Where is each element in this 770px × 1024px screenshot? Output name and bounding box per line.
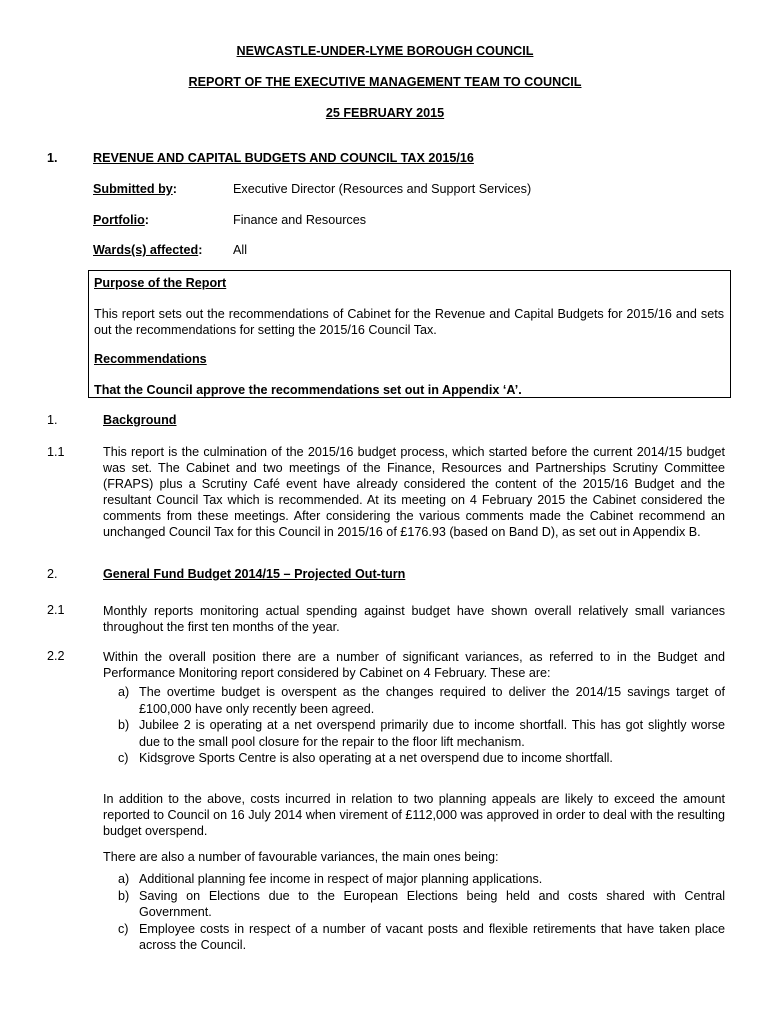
wards-value: All — [233, 243, 247, 257]
purpose-box — [88, 270, 731, 398]
council-name: NEWCASTLE-UNDER-LYME BOROUGH COUNCIL — [236, 44, 534, 58]
portfolio-value: Finance and Resources — [233, 213, 367, 227]
favourable-list — [118, 871, 725, 954]
para-2-2-text: Within the overall position there are a number of significant variances, as referred to in the Budget and Performance Monitoring report considered by Cabinet on 4 February. These are: — [103, 650, 725, 680]
list-item: c) Kidsgrove Sports Centre is also operating at a net overspend due to income shortfall. — [118, 751, 613, 765]
variances-list — [118, 684, 725, 767]
section-1-title: Background — [103, 413, 177, 427]
portfolio-label: Portfolio: — [93, 213, 149, 227]
para-1-1-number: 1.1 — [47, 445, 65, 459]
para-2-1-text: Monthly reports monitoring actual spending against budget have shown overall relatively small variances throughout the first ten months of the year. — [103, 604, 725, 634]
addition-paragraph: In addition to the above, costs incurred in relation to two planning appeals are likely to exceed the amount reported to Council on 16 July 2014 when virement of £112,000 was approved in order to deal with the resulting budget overspend. — [103, 792, 725, 838]
favourable-intro: There are also a number of favourable variances, the main ones being: — [103, 850, 499, 864]
list-item: a) The overtime budget is overspent as the changes required to deliver the 2014/15 savings target of £100,000 have only recently been agreed. — [118, 685, 725, 716]
report-date: 25 FEBRUARY 2015 — [325, 106, 445, 120]
para-2-1-number: 2.1 — [47, 603, 65, 617]
purpose-heading: Purpose of the Report — [94, 276, 227, 290]
purpose-text: This report sets out the recommendations of Cabinet for the Revenue and Capital Budgets for 2015/16 and sets out the recommendations for setting the 2015/16 Council Tax. — [94, 307, 724, 337]
recommendations-heading: Recommendations — [94, 352, 207, 366]
list-item: c) Employee costs in respect of a number of vacant posts and flexible retirements that have taken place across the Council. — [118, 921, 725, 952]
section-2-number: 2. — [47, 567, 58, 581]
item-title: REVENUE AND CAPITAL BUDGETS AND COUNCIL TAX 2015/16 — [93, 151, 474, 165]
item-number: 1. — [47, 151, 58, 165]
section-2-title: General Fund Budget 2014/15 – Projected Out-turn — [103, 567, 406, 581]
wards-label: Wards(s) affected: — [93, 243, 203, 257]
report-title: REPORT OF THE EXECUTIVE MANAGEMENT TEAM TO COUNCIL — [188, 75, 582, 89]
para-2-2-number: 2.2 — [47, 649, 65, 663]
section-1-number: 1. — [47, 413, 58, 427]
submitted-by-label: Submitted by: — [93, 182, 177, 196]
list-item: b) Jubilee 2 is operating at a net overspend primarily due to income shortfall. This has got slightly worse due to the small pool closure for the repair to the floor lift mechanism. — [118, 718, 725, 749]
list-item: b) Saving on Elections due to the European Elections being held and costs shared with Central Government. — [118, 888, 725, 919]
recommendations-text: That the Council approve the recommendations set out in Appendix ‘A’. — [94, 383, 522, 397]
list-item: a) Additional planning fee income in respect of major planning applications. — [118, 872, 543, 886]
submitted-by-value: Executive Director (Resources and Support Services) — [233, 182, 532, 196]
para-1-1-text: This report is the culmination of the 2015/16 budget process, which started before the current 2014/15 budget was set. The Cabinet and two meetings of the Finance, Resources and Partnerships Scrutiny Committee (FRAPS) plus a Scrutiny Café event have already considered the content of the 2015/16 Budget and the resultant Council Tax which is recommended. At its meeting on 4 February 2015 the Cabinet considered the comments from these meetings. After considering the various comments made the Cabinet recommend an unchanged Council Tax for this Council in 2015/16 of £176.93 (based on Band D), as set out in Appendix B. — [103, 445, 725, 539]
